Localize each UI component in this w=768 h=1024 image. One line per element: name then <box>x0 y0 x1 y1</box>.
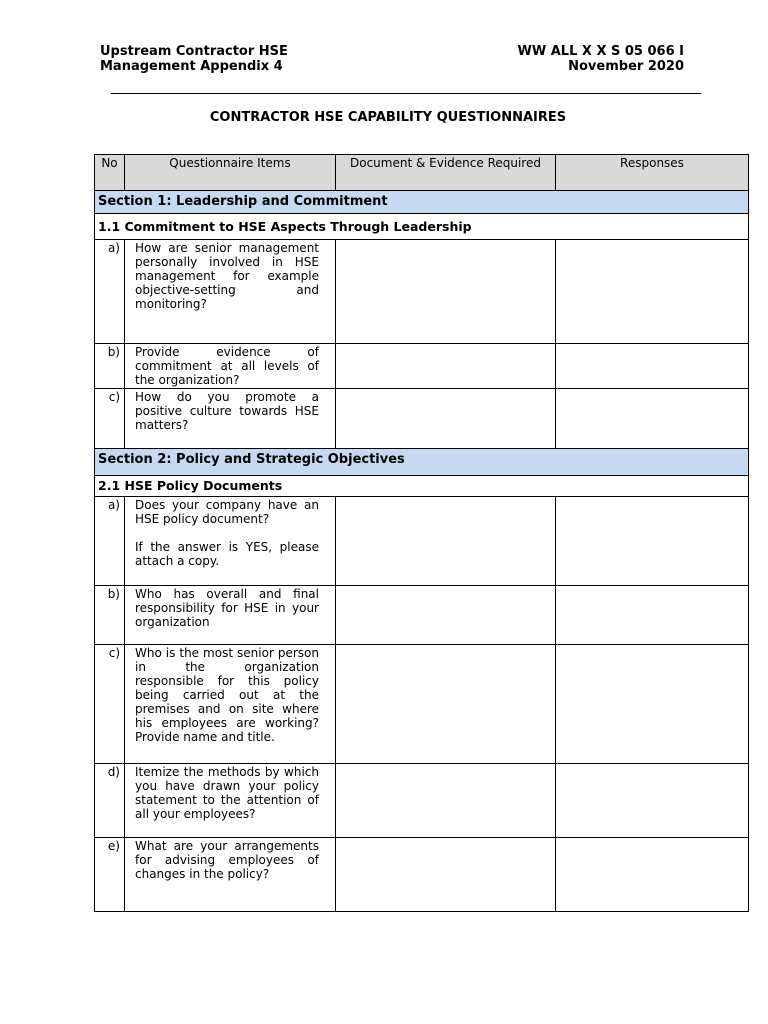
response-cell[interactable] <box>556 764 749 838</box>
question-text: How are senior management personally involved in HSE management for example objective-setting and monitoring? <box>135 241 319 311</box>
question-note: If the answer is YES, please attach a copy. <box>135 540 319 568</box>
section-1-title: Section 1: Leadership and Commitment <box>95 191 749 214</box>
row-number: e) <box>95 838 125 912</box>
response-cell[interactable] <box>556 344 749 389</box>
document-evidence-cell[interactable] <box>336 586 556 645</box>
question-cell <box>125 764 336 838</box>
document-evidence-cell[interactable] <box>336 764 556 838</box>
header-divider <box>111 93 701 94</box>
table-row <box>95 645 749 764</box>
document-date: November 2020 <box>568 59 684 74</box>
response-cell[interactable] <box>556 645 749 764</box>
document-evidence-cell[interactable] <box>336 645 556 764</box>
question-cell <box>125 344 336 389</box>
section-header-row <box>95 449 749 476</box>
subsection-2-1-title: 2.1 HSE Policy Documents <box>95 476 749 497</box>
question-cell <box>125 497 336 586</box>
row-number: d) <box>95 764 125 838</box>
row-number: b) <box>95 586 125 645</box>
document-header-right <box>420 44 684 74</box>
table-row <box>95 240 749 344</box>
row-number: c) <box>95 645 125 764</box>
question-text: Who is the most senior person in the organization responsible for this policy being carried out at the premises and on site where his employees are working? Provide name and title. <box>135 646 319 744</box>
row-number: c) <box>95 389 125 449</box>
document-evidence-cell[interactable] <box>336 497 556 586</box>
questionnaire-table <box>94 154 749 912</box>
document-evidence-cell[interactable] <box>336 344 556 389</box>
table-row <box>95 389 749 449</box>
question-text: Who has overall and final responsibility for HSE in your organization <box>135 587 319 629</box>
table-row <box>95 764 749 838</box>
table-row <box>95 344 749 389</box>
response-cell[interactable] <box>556 240 749 344</box>
question-cell <box>125 389 336 449</box>
document-header-left <box>100 44 288 74</box>
row-number: a) <box>95 240 125 344</box>
table-row <box>95 838 749 912</box>
question-text: Does your company have an HSE policy document? <box>135 498 319 526</box>
response-cell[interactable] <box>556 586 749 645</box>
section-2-title: Section 2: Policy and Strategic Objectives <box>95 449 749 476</box>
table-header-row <box>95 155 749 191</box>
subsection-1-1-title: 1.1 Commitment to HSE Aspects Through Leadership <box>95 214 749 240</box>
question-cell <box>125 645 336 764</box>
question-text: How do you promote a positive culture towards HSE matters? <box>135 390 319 432</box>
column-header-responses: Responses <box>556 155 749 191</box>
response-cell[interactable] <box>556 497 749 586</box>
table-row <box>95 497 749 586</box>
response-cell[interactable] <box>556 838 749 912</box>
table-row <box>95 586 749 645</box>
column-header-questionnaire-items: Questionnaire Items <box>125 155 336 191</box>
question-cell <box>125 586 336 645</box>
question-text: What are your arrangements for advising employees of changes in the policy? <box>135 839 319 881</box>
question-text: Itemize the methods by which you have drawn your policy statement to the attention of all your employees? <box>135 765 319 821</box>
section-header-row <box>95 191 749 214</box>
question-cell <box>125 838 336 912</box>
row-number: a) <box>95 497 125 586</box>
column-header-document-evidence: Document & Evidence Required <box>336 155 556 191</box>
response-cell[interactable] <box>556 389 749 449</box>
header-title-line2: Management Appendix 4 <box>100 59 283 74</box>
subsection-header-row <box>95 476 749 497</box>
document-code: WW ALL X X S 05 066 I <box>517 44 684 59</box>
subsection-header-row <box>95 214 749 240</box>
page-title: CONTRACTOR HSE CAPABILITY QUESTIONNAIRES <box>209 110 567 125</box>
header-title-line1: Upstream Contractor HSE <box>100 44 288 59</box>
question-text: Provide evidence of commitment at all levels of the organization? <box>135 345 319 387</box>
document-evidence-cell[interactable] <box>336 389 556 449</box>
document-evidence-cell[interactable] <box>336 838 556 912</box>
question-cell <box>125 240 336 344</box>
column-header-no: No <box>95 155 125 191</box>
row-number: b) <box>95 344 125 389</box>
document-evidence-cell[interactable] <box>336 240 556 344</box>
